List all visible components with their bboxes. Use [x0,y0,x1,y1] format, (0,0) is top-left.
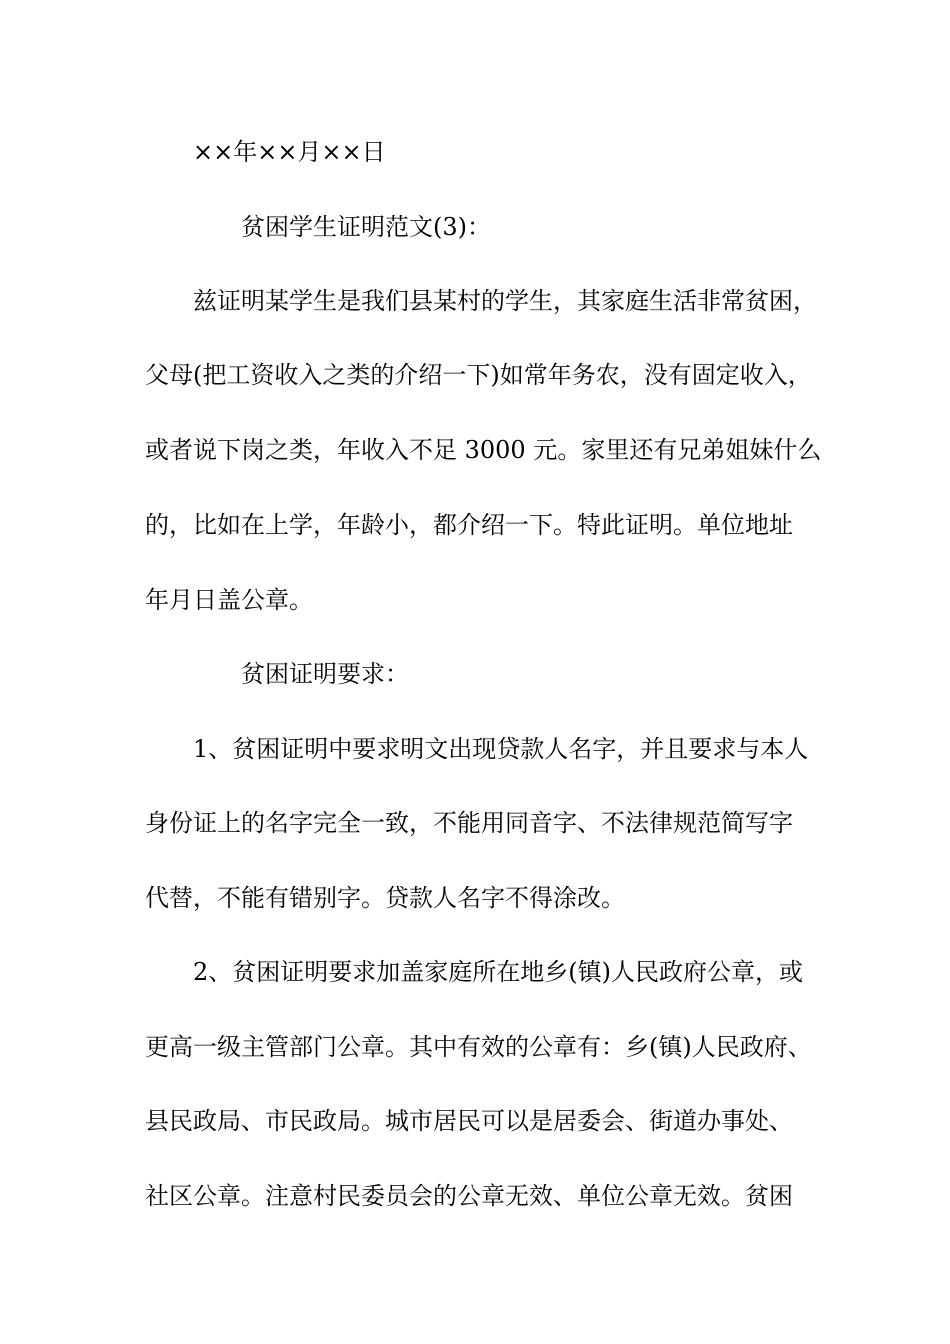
section-heading-sample-3: 贫困学生证明范文(3)： [241,213,491,241]
section-heading-requirements: 贫困证明要求： [241,660,409,688]
requirement-2-line: 更高一级主管部门公章。其中有效的公章有：乡(镇)人民政府、 [145,1033,812,1061]
body-line: 的，比如在上学，年龄小，都介绍一下。特此证明。单位地址 [145,511,793,539]
requirement-1-line: 身份证上的名字完全一致，不能用同音字、不法律规范简写字 [145,809,793,837]
body-line: 或者说下岗之类，年收入不足 3000 元。家里还有兄弟姐妹什么 [145,436,822,464]
requirement-2-line: 社区公章。注意村民委员会的公章无效、单位公章无效。贫困 [145,1182,793,1210]
body-line: 兹证明某学生是我们县某村的学生，其家庭生活非常贫困， [193,287,817,315]
requirement-2-line: 县民政局、市民政局。城市居民可以是居委会、街道办事处、 [145,1107,793,1135]
date-line: ××年××月××日 [193,138,386,166]
body-line: 父母(把工资收入之类的介绍一下)如常年务农，没有固定收入， [145,361,812,389]
requirement-2-line: 2、贫困证明要求加盖家庭所在地乡(镇)人民政府公章，或 [193,958,803,986]
body-line: 年月日盖公章。 [145,586,313,614]
requirement-1-line: 代替，不能有错别字。贷款人名字不得涂改。 [145,884,625,912]
requirement-1-line: 1、贫困证明中要求明文出现贷款人名字，并且要求与本人 [193,735,809,763]
